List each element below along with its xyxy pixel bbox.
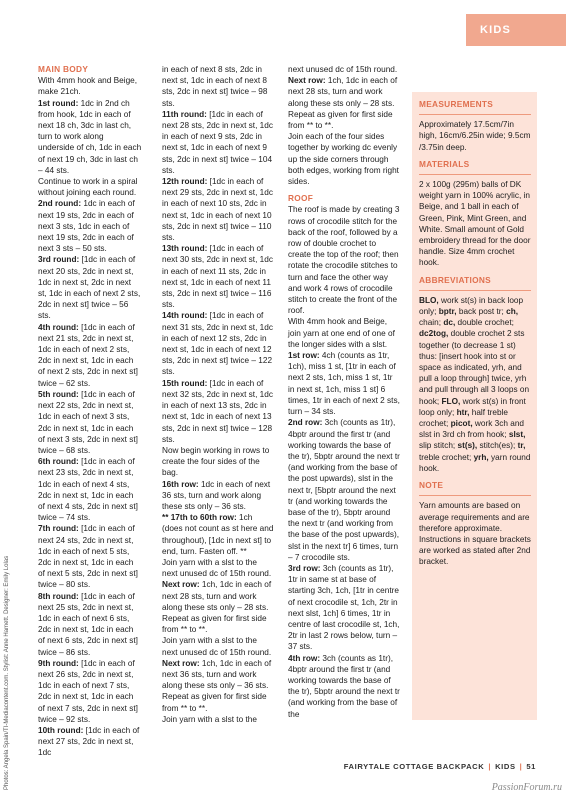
main-body-intro: With 4mm hook and Beige, make 21ch.: [38, 76, 138, 97]
abbreviation-term: BLO,: [419, 295, 439, 305]
abbreviation-term: bptr,: [438, 307, 457, 317]
instruction-lead: 1st round:: [38, 98, 79, 108]
divider: [419, 290, 531, 291]
instruction-row: [162, 512, 274, 557]
instruction-row: [38, 98, 142, 176]
roof-instruction-row: [288, 350, 401, 417]
abbreviation-definition: slip stitch;: [419, 441, 458, 451]
instruction-row: [162, 635, 274, 657]
page-footer: [344, 762, 536, 771]
footer-separator: |: [519, 762, 523, 771]
instruction-row: [162, 579, 274, 635]
photo-credit-text: Photos: Angela Spain/TI-Mediacontent.com. Stylist: Anne Hamett. Designer: Emily Lolas: [4, 555, 10, 790]
instruction-row: [288, 64, 401, 75]
instruction-text: 1dc in 2nd ch from hook, 1dc in each of next 18 ch, 3dc in last ch, turn to work along underside of ch, 1dc in each of next 19 ch, 3dc in last ch – 44 sts.: [38, 98, 142, 175]
instruction-row: [162, 445, 274, 479]
instruction-text: 1ch, 1dc in each of next 36 sts, turn and work along these sts only – 36 sts. Repeat as given for first side from ** to **.: [162, 658, 272, 713]
instruction-lead: 3rd round:: [38, 255, 80, 265]
instruction-lead: 15th round:: [162, 378, 208, 388]
materials-text: 2 x 100g (295m) balls of DK weight yarn in 100% acrylic, in Beige, and 1 ball in each of Green, Pink, Mint Green, and White. Small amount of Gold embroidery thread for the door handle. Size 4mm crochet hook.: [419, 180, 531, 268]
instruction-lead: 13th round:: [162, 244, 208, 254]
instruction-text: 3ch (counts as 1tr), 1tr in same st at base of starting 3ch, 1ch, [1tr in centre of next crocodile st, 1ch, 2tr in next slst, 1ch] 6 times, 1tr in centre of last crocodile st, 1ch, 2tr in last 2 rows below, turn – 37 sts.: [288, 563, 400, 652]
instruction-text: [1dc in each of next 25 sts, 2dc in next st, 1dc in each of next 6 sts, 2dc in next st, 1dc in each of next 6 sts, 2dc in next st] twice – 86 sts.: [38, 591, 138, 657]
instruction-lead: Next row:: [162, 580, 200, 590]
instruction-text: [1dc in each of next 27 sts, 2dc in next st, 1dc: [38, 725, 140, 758]
instruction-lead: 12th round:: [162, 177, 208, 187]
abbreviation-term: tr,: [517, 441, 526, 451]
instruction-text: 3ch (counts as 1tr), 4bptr around the first tr (and working towards the base of the tr), 5bptr around the next tr (and working from the base of the post upwards), slst in the next tr, [5bptr around the next tr (and working towards the base of the tr), 5bptr around the next tr (and working from the base of the post upwards), slst in the next tr] 6 times, turn – 7 crocodile sts.: [288, 418, 400, 562]
abbreviation-definition: half treble crochet;: [419, 407, 508, 429]
instruction-lead: ** 17th to 60th row:: [162, 513, 237, 523]
materials-heading: MATERIALS: [419, 158, 470, 169]
instruction-row: [162, 378, 274, 445]
instruction-text: The roof is made by creating 3 rows of crocodile stitch for the back of the roof, followed by a row of double crochet to create the top of the roof; then rotate the crocodile stitches to turn and face the other way and work 4 rows of crocodile stitch to create the front of the roof.: [288, 205, 400, 316]
note-heading: NOTE: [419, 480, 444, 491]
instruction-lead: 2nd row:: [288, 418, 323, 428]
abbreviations-heading: ABBREVIATIONS: [419, 274, 491, 285]
abbreviation-definition: work 3ch and slst in 3rd ch from hook;: [419, 419, 525, 440]
instruction-text: 1dc in each of next 36 sts, turn and work along these sts only – 36 sts.: [162, 479, 271, 511]
instruction-text: next unused dc of 15th round.: [288, 65, 398, 74]
abbreviation-term: FLO,: [441, 396, 461, 406]
instruction-text: [1dc in each of next 23 sts, 2dc in next st, 1dc in each of next 4 sts, 2dc in next st, 1dc in each of next 4 sts, 2dc in next st] twice – 74 sts.: [38, 457, 138, 523]
instruction-lead: 11th round:: [162, 109, 207, 119]
instruction-text: in each of next 8 sts, 2dc in next st, 1dc in each of next 8 sts, 2dc in next st] twice – 98 sts.: [162, 65, 268, 108]
instruction-text: [1dc in each of next 21 sts, 2dc in next st, 1dc in each of next 2 sts, 2dc in next st, 1dc in each of next 2 sts, 2dc in next st] twice – 62 sts.: [38, 322, 138, 388]
footer-title: FAIRYTALE COTTAGE BACKPACK: [343, 762, 485, 771]
abbreviation-term: slst,: [508, 430, 526, 440]
instruction-lead: 4th round:: [38, 322, 79, 332]
instruction-lead: 5th round:: [38, 389, 79, 399]
instruction-row: [162, 557, 274, 579]
instruction-lead: 6th round:: [38, 457, 79, 467]
instruction-text: Continue to work in a spiral without joining each round.: [38, 177, 138, 198]
instruction-row: [38, 389, 142, 456]
abbreviation-definition: stitch(es);: [477, 441, 518, 451]
instruction-text: Join yarn with a slst to the next unused dc of 15th round.: [162, 557, 272, 579]
info-sidebar: [412, 92, 537, 720]
instruction-lead: 16th row:: [162, 479, 199, 489]
instruction-row: [38, 725, 142, 759]
instruction-row: [162, 658, 274, 714]
instruction-text: 1ch, 1dc in each of next 28 sts, turn and work along these sts only – 28 sts. Repeat as given for first side from ** to **.: [288, 76, 398, 131]
instruction-text: Now begin working in rows to create the four sides of the bag.: [162, 445, 270, 478]
instruction-text: Join each of the four sides together by working dc evenly up the side corners through both edges, working from right sides.: [288, 132, 399, 187]
abbreviation-definition: double crochet 2 sts together (to decrease 1 st) thus: [insert hook into st or space as indicated, yrh, and pull a loop through] twice, yrh and pull through all 3 loops on hook;: [419, 329, 530, 406]
instruction-row: [38, 322, 142, 389]
abbreviation-term: ch,: [506, 307, 519, 317]
instruction-row: [162, 714, 274, 725]
instruction-text: [1dc in each of next 30 sts, 2dc in next st, 1dc in each of next 11 sts, 2dc in next st, 1dc in each of next 11 sts, 2dc in next st] twice – 116 sts.: [162, 244, 273, 310]
divider: [419, 174, 531, 175]
abbreviation-term: st(s),: [457, 441, 478, 451]
instruction-text: 1dc in each of next 19 sts, 2dc in each of next 3 sts, 1dc in each of next 19 sts, 2dc in each of next 3 sts – 50 sts.: [38, 199, 135, 254]
instruction-lead: 14th round:: [162, 311, 208, 321]
abbreviation-definition: work st(s) in back loop only;: [419, 295, 524, 317]
instruction-lead: 2nd round:: [38, 199, 82, 209]
measurements-heading: MEASUREMENTS: [419, 99, 494, 109]
instruction-row: [38, 456, 142, 523]
roof-instruction-row: [288, 653, 401, 720]
instruction-row: [162, 176, 274, 243]
instruction-row: [38, 658, 142, 725]
instruction-lead: 9th round:: [38, 658, 79, 668]
abbreviation-definition: treble crochet;: [419, 452, 474, 462]
abbreviation-term: dc2tog,: [419, 329, 449, 339]
instruction-row: [38, 198, 142, 254]
note-text: Yarn amounts are based on average requirements and are therefore approximate. Instructions in square brackets are worked as stated after 2nd bracket.: [419, 501, 531, 567]
instruction-row: [38, 591, 142, 658]
instruction-lead: 10th round:: [38, 725, 84, 735]
roof-instruction-row: [288, 316, 401, 350]
instruction-row: [162, 479, 274, 513]
instruction-text: [1dc in each of next 32 sts, 2dc in next st, 1dc in each of next 13 sts, 2dc in next st, 1dc in each of next 13 sts, 2dc in next st] twice – 128 sts.: [162, 378, 273, 444]
divider: [419, 114, 531, 115]
instruction-text: [1dc in each of next 29 sts, 2dc in next st, 1dc in each of next 10 sts, 2dc in next st, 1dc in each of next 10 sts, 2dc in next st] twice – 110 sts.: [162, 177, 273, 243]
pattern-column-3: [288, 64, 401, 720]
abbreviation-term: yrh,: [473, 452, 489, 462]
abbreviation-term: picot,: [450, 419, 473, 429]
section-tab: KIDS: [466, 14, 566, 46]
instruction-text: [1dc in each of next 22 sts, 2dc in next st, 1dc in each of next 3 sts, 2dc in next st, 1dc in each of next 3 sts, 2dc in next st] twice – 68 sts.: [38, 389, 138, 455]
footer-separator: |: [488, 762, 492, 771]
instruction-lead: 7th round:: [38, 524, 79, 534]
instruction-lead: 4th row:: [288, 653, 321, 663]
abbreviation-definition: back post tr;: [456, 307, 507, 317]
abbreviation-definition: double crochet;: [455, 318, 514, 328]
instruction-text: [1dc in each of next 24 sts, 2dc in next st, 1dc in each of next 5 sts, 2dc in next st, 1dc in each of next 5 sts, 2dc in next st] twice – 80 sts.: [38, 524, 138, 590]
instruction-text: 3ch (counts as 1tr), 4bptr around the first tr (and working towards the base of the tr), 5bptr around the next tr (and working from the base of the: [288, 653, 400, 719]
instruction-text: [1dc in each of next 28 sts, 2dc in next st, 1dc in each of next 9 sts, 2dc in next st, 1dc in each of next 9 sts, 2dc in next st] twice – 104 sts.: [162, 109, 273, 175]
page-number: 51: [526, 762, 536, 771]
divider: [419, 495, 531, 496]
instruction-row: [288, 75, 401, 131]
instruction-row: [162, 243, 274, 310]
instruction-text: [1dc in each of next 20 sts, 2dc in next st, 1dc in next st, 2dc in next st, 1dc in each of next 2 sts, 2dc in next st] twice – 56 sts.: [38, 255, 141, 321]
instruction-row: [38, 523, 142, 590]
footer-section: KIDS: [495, 762, 516, 771]
instruction-row: [38, 176, 142, 198]
roof-heading: ROOF: [288, 193, 314, 204]
instruction-row: [288, 131, 401, 187]
instruction-text: [1dc in each of next 31 sts, 2dc in next st, 1dc in each of next 12 sts, 2dc in next st, 1dc in each of next 12 sts, 2dc in next st] twice – 122 sts.: [162, 311, 273, 377]
watermark: PassionForum.ru: [491, 782, 562, 793]
instruction-row: [162, 310, 274, 377]
instruction-text: 1ch (does not count as st here and throughout), [1dc in next st] to end, turn. Fasten off. **: [162, 513, 274, 556]
instruction-text: 1ch, 1dc in each of next 28 sts, turn and work along these sts only – 28 sts. Repeat as given for first side from ** to **.: [162, 580, 272, 635]
roof-instruction-row: [288, 417, 401, 563]
instruction-lead: Next row:: [162, 658, 200, 668]
instruction-text: [1dc in each of next 26 sts, 2dc in next st, 1dc in each of next 7 sts, 2dc in next st, 1dc in each of next 7 sts, 2dc in next st] twice – 92 sts.: [38, 658, 138, 724]
measurements-text: Approximately 17.5cm/7in high, 16cm/6.25in wide; 9.5cm /3.75in deep.: [419, 120, 531, 152]
roof-instruction-row: [288, 563, 401, 653]
photo-credit: [4, 550, 14, 790]
instruction-text: 4ch (counts as 1tr, 1ch), miss 1 st, [1tr in each of next 2 sts, 1ch, miss 1 st, 1tr in next st, 1ch, miss 1 st] 6 times, 1tr in each of next 2 sts, turn – 34 sts.: [288, 351, 400, 417]
abbreviation-term: dc,: [443, 318, 456, 328]
instruction-text: With 4mm hook and Beige, join yarn at one end of one of the longer sides with a slst.: [288, 317, 395, 349]
instruction-lead: 8th round:: [38, 591, 79, 601]
instruction-text: Join yarn with a slst to the: [162, 714, 257, 724]
abbreviations-list: [419, 295, 531, 474]
abbreviation-definition: yarn round hook.: [419, 452, 531, 473]
abbreviation-definition: work st(s) in front loop only;: [419, 396, 526, 417]
instruction-row: [38, 254, 142, 321]
instruction-lead: Next row:: [288, 76, 326, 86]
pattern-column-2: [162, 64, 274, 725]
main-body-heading: MAIN BODY: [38, 64, 89, 74]
abbreviation-definition: chain;: [419, 318, 444, 328]
instruction-lead: 1st row:: [288, 351, 320, 361]
instruction-row: [162, 109, 274, 176]
abbreviation-term: htr,: [456, 407, 470, 417]
pattern-column-1: [38, 64, 142, 759]
instruction-lead: 3rd row:: [288, 563, 321, 573]
instruction-text: Join yarn with a slst to the next unused dc of 15th round.: [162, 636, 272, 657]
instruction-row: [162, 64, 274, 109]
roof-instruction-row: [288, 204, 401, 316]
